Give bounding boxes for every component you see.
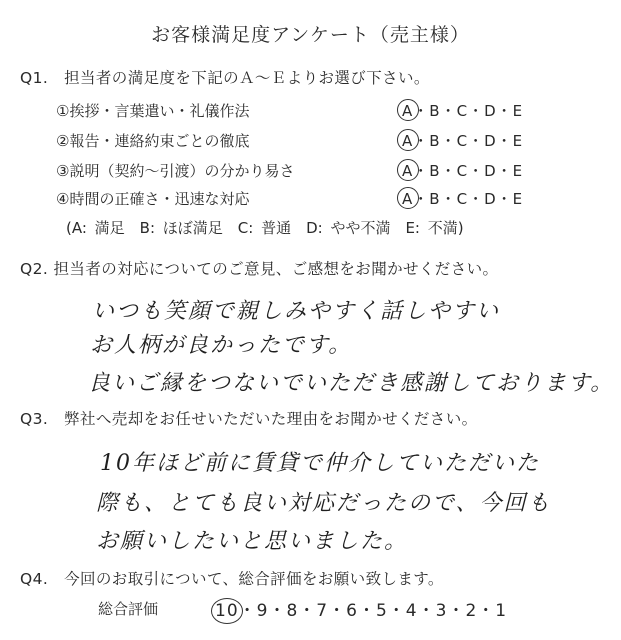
q1-item-2-option-c[interactable]: C — [456, 132, 469, 150]
q3-heading: Q3. 弊社へ売却をお任せいただいた理由をお聞かせください。 — [20, 410, 478, 428]
q1-item-3-option-e[interactable]: E — [512, 162, 524, 180]
q2-answer-line-2: お人柄が良かったです。 — [90, 333, 353, 358]
q1-item-3-scale: A・B・C・D・E — [402, 162, 524, 180]
q1-item-1-option-b[interactable]: B — [429, 102, 441, 120]
q1-item-1-option-d[interactable]: D — [484, 102, 497, 120]
rating-option-10[interactable]: 10 — [215, 601, 239, 621]
rating-option-1[interactable]: 1 — [495, 601, 508, 621]
overall-rating-scale: 10・9・8・7・6・5・4・3・2・1 — [215, 601, 508, 621]
q1-item-3-option-c[interactable]: C — [456, 162, 469, 180]
q1-item-3-label: ③説明（契約～引渡）の分かり易さ — [56, 162, 295, 180]
q1-item-4-option-a[interactable]: A — [402, 190, 414, 208]
q1-heading: Q1. 担当者の満足度を下記のＡ～Ｅよりお選び下さい。 — [20, 69, 430, 87]
q1-item-2-label: ②報告・連絡約束ごとの徹底 — [56, 132, 250, 150]
q4-heading: Q4. 今回のお取引について、総合評価をお願い致します。 — [20, 570, 444, 588]
rating-option-9[interactable]: 9 — [256, 601, 269, 621]
q1-item-1-label: ①挨拶・言葉遣い・礼儀作法 — [56, 102, 250, 120]
rating-option-7[interactable]: 7 — [316, 601, 329, 621]
page-title: お客様満足度アンケート（売主様） — [151, 24, 470, 46]
q1-item-4-option-e[interactable]: E — [512, 190, 524, 208]
q2-answer-line-3: 良いご縁をつないでいただき感謝しております。 — [88, 371, 615, 396]
rating-option-4[interactable]: 4 — [405, 601, 418, 621]
rating-option-5[interactable]: 5 — [375, 601, 388, 621]
q1-item-1-scale: A・B・C・D・E — [402, 102, 524, 120]
q2-answer-line-1: いつも笑顔で親しみやすく話しやすい — [92, 299, 501, 324]
q1-item-4-option-d[interactable]: D — [484, 190, 497, 208]
rating-option-2[interactable]: 2 — [465, 601, 478, 621]
q1-item-2-option-e[interactable]: E — [512, 132, 524, 150]
q1-item-4-option-b[interactable]: B — [429, 190, 441, 208]
q1-item-4-scale: A・B・C・D・E — [402, 190, 524, 208]
overall-rating-label: 総合評価 — [98, 600, 159, 618]
q3-answer-line-3: お願いしたいと思いました。 — [96, 529, 409, 554]
q1-item-3-option-a[interactable]: A — [402, 162, 414, 180]
q3-answer-line-1: 10年ほど前に賃貸で仲介していただいた — [100, 451, 540, 476]
q1-item-2-option-d[interactable]: D — [484, 132, 497, 150]
rating-option-6[interactable]: 6 — [346, 601, 358, 621]
q1-item-1-option-a[interactable]: A — [402, 102, 414, 120]
q1-item-4-label: ④時間の正確さ・迅速な対応 — [56, 190, 250, 208]
q2-heading: Q2. 担当者の対応についてのご意見、ご感想をお聞かせください。 — [20, 260, 499, 278]
q1-item-2-option-b[interactable]: B — [429, 132, 441, 150]
q1-item-2-option-a[interactable]: A — [402, 132, 414, 150]
q1-item-1-option-e[interactable]: E — [512, 102, 524, 120]
q1-legend: (A: 満足 B: ほぼ満足 C: 普通 D: やや不満 E: 不満) — [66, 219, 464, 237]
rating-option-8[interactable]: 8 — [286, 601, 299, 621]
q3-answer-line-2: 際も、とても良い対応だったので、今回も — [96, 491, 552, 516]
q1-item-3-option-d[interactable]: D — [484, 162, 497, 180]
q1-item-1-option-c[interactable]: C — [456, 102, 469, 120]
rating-option-3[interactable]: 3 — [435, 601, 448, 621]
q1-item-3-option-b[interactable]: B — [429, 162, 441, 180]
q1-item-4-option-c[interactable]: C — [456, 190, 469, 208]
q1-item-2-scale: A・B・C・D・E — [402, 132, 524, 150]
